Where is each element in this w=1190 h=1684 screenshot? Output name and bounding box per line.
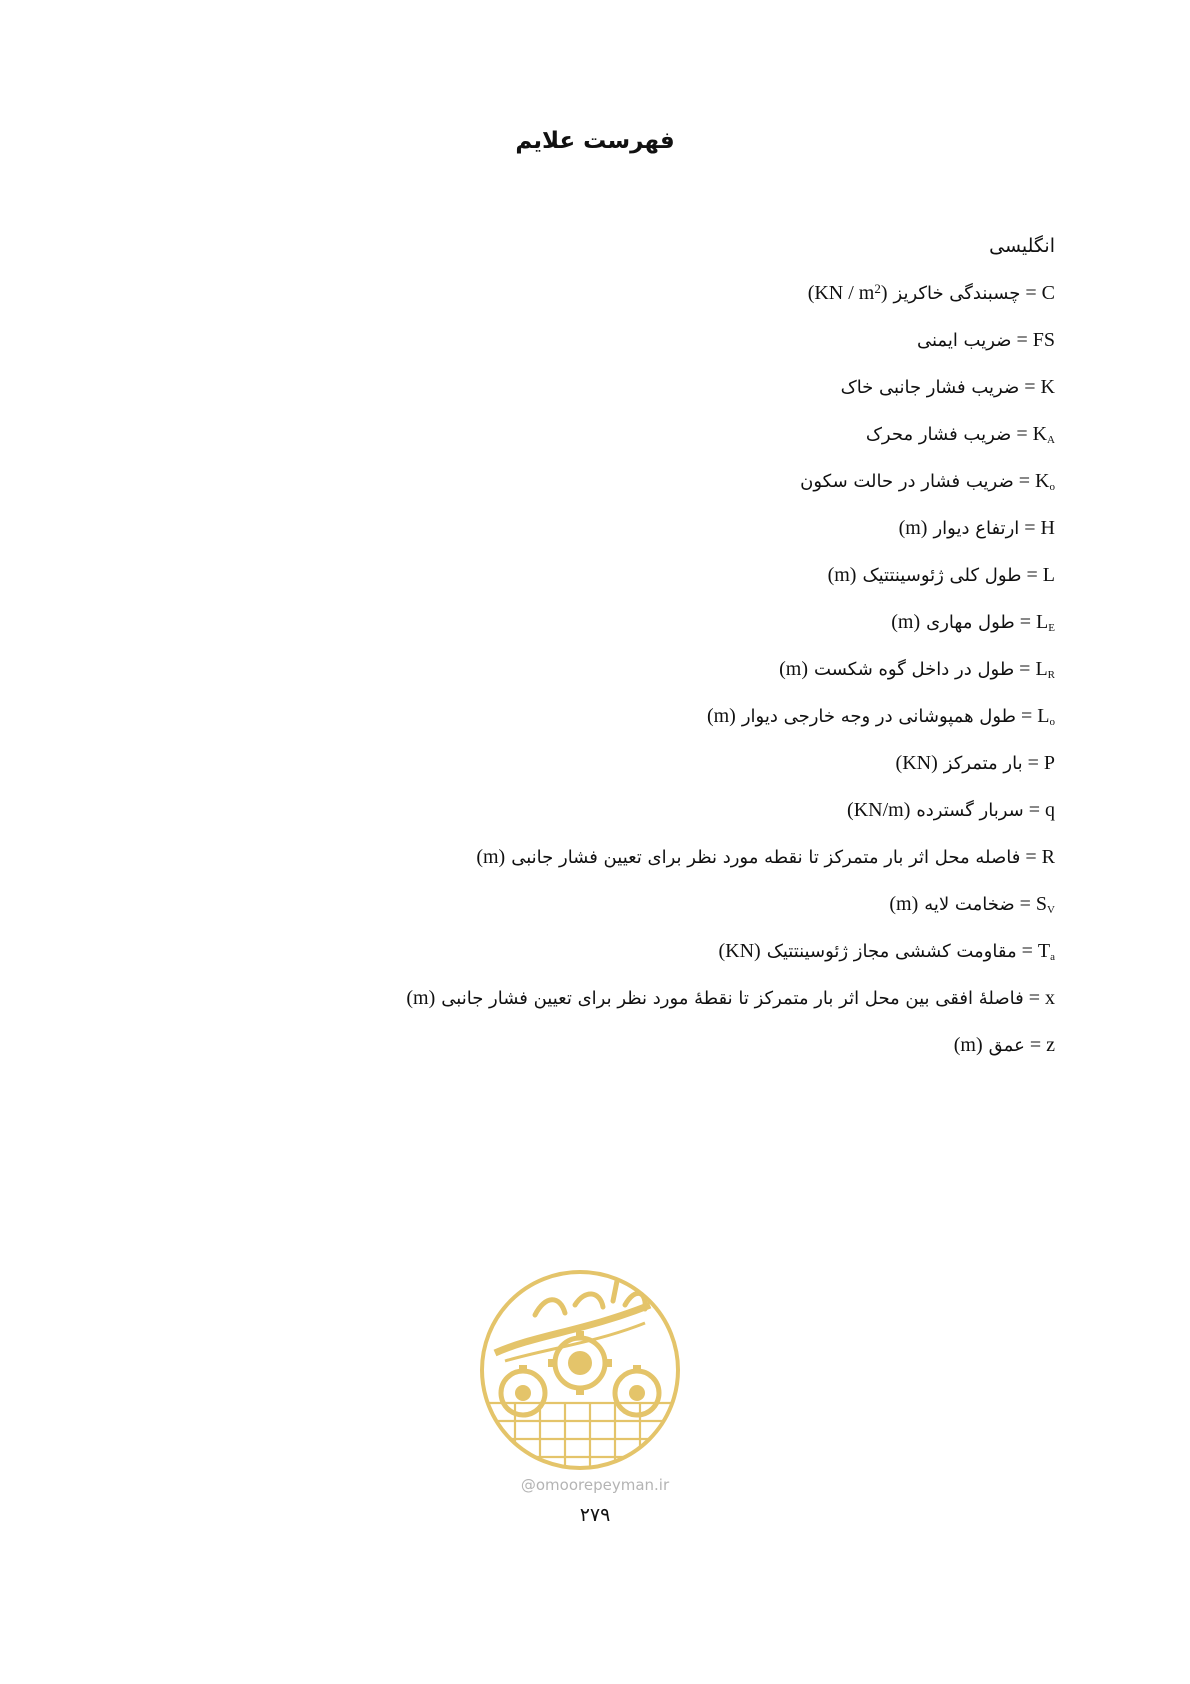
symbol-letter xyxy=(1045,792,1055,828)
symbol-letter xyxy=(1043,557,1055,593)
equals-sign: = xyxy=(1019,893,1031,915)
page-number: ۲۷۹ xyxy=(579,1504,611,1526)
unit-exponent: 2 xyxy=(874,281,881,296)
symbol-entry xyxy=(295,792,1055,828)
symbol-description: طول در داخل گوه شکست xyxy=(814,659,1015,680)
symbol-letter xyxy=(1044,745,1055,781)
symbol-subscript: o xyxy=(1049,716,1055,728)
symbol-unit xyxy=(896,745,944,781)
symbol-entry xyxy=(295,275,1055,311)
symbol-entry xyxy=(295,745,1055,781)
symbol-unit xyxy=(406,980,441,1016)
symbol-unit xyxy=(719,933,767,969)
equals-sign: = xyxy=(1018,470,1031,492)
unit-text: (m) xyxy=(891,611,921,633)
symbol-base: L xyxy=(1035,658,1048,680)
equals-sign: = xyxy=(1019,658,1031,680)
symbol-description: مقاومت کششی مجاز ژئوسینتتیک xyxy=(766,941,1017,962)
symbol-letter xyxy=(1033,322,1055,358)
symbol-description: چسبندگی خاکریز xyxy=(893,283,1021,304)
symbol-subscript: A xyxy=(1047,434,1055,446)
unit-text: (m) xyxy=(476,846,506,868)
equals-sign: = xyxy=(1021,940,1033,962)
symbol-description: ارتفاع دیوار xyxy=(933,518,1020,539)
symbol-description: طول همپوشانی در وجه خارجی دیوار xyxy=(741,706,1016,727)
symbol-unit xyxy=(891,604,926,640)
symbol-subscript: E xyxy=(1048,622,1055,634)
symbol-description: عمق xyxy=(988,1035,1025,1056)
watermark-site-text: @omoorepeyman.ir xyxy=(520,1476,670,1494)
symbol-letter xyxy=(1042,839,1055,875)
symbol-entry xyxy=(295,698,1055,734)
symbol-letter xyxy=(1045,980,1055,1016)
symbol-subscript: a xyxy=(1050,951,1055,963)
unit-text: (KN) xyxy=(895,752,938,774)
symbol-subscript: o xyxy=(1049,481,1055,493)
symbol-subscript: R xyxy=(1047,669,1055,681)
symbol-base: FS xyxy=(1032,329,1055,351)
symbol-entry xyxy=(295,510,1055,546)
symbol-unit xyxy=(779,651,814,687)
symbol-entry xyxy=(295,604,1055,640)
symbol-subscript: V xyxy=(1047,904,1055,916)
symbol-base: C xyxy=(1041,282,1055,304)
equals-sign: = xyxy=(1024,376,1036,398)
unit-text: (KN / m xyxy=(807,282,875,304)
equals-sign: = xyxy=(1016,423,1028,445)
symbol-description: سربار گسترده xyxy=(916,800,1024,821)
symbol-entry xyxy=(295,369,1055,405)
symbol-entry xyxy=(295,557,1055,593)
equals-sign: = xyxy=(1027,752,1039,774)
equals-sign: = xyxy=(1028,987,1040,1009)
symbol-letter xyxy=(1035,463,1055,502)
symbol-base: K xyxy=(1035,470,1050,492)
symbol-letter xyxy=(1033,416,1055,455)
symbol-description: ضریب فشار محرک xyxy=(865,424,1012,445)
symbol-base: S xyxy=(1035,893,1048,915)
symbol-unit xyxy=(954,1027,989,1063)
symbol-entry xyxy=(295,416,1055,452)
symbol-description: ضریب فشار جانبی خاک xyxy=(840,377,1020,398)
symbol-description: ضریب ایمنی xyxy=(916,330,1012,351)
symbol-letter xyxy=(1036,886,1055,925)
watermark-logo xyxy=(475,1265,685,1475)
symbol-base: L xyxy=(1042,564,1055,586)
symbol-base: H xyxy=(1040,517,1055,539)
unit-text: (m) xyxy=(406,987,436,1009)
symbol-description: طول مهاری xyxy=(926,612,1015,633)
unit-text: (m) xyxy=(889,893,919,915)
page-title: فهرست علایم xyxy=(515,128,675,154)
equals-sign: = xyxy=(1025,846,1037,868)
symbol-entry xyxy=(295,980,1055,1016)
equals-sign: = xyxy=(1025,282,1037,304)
symbol-unit xyxy=(707,698,742,734)
symbol-unit xyxy=(899,510,934,546)
symbol-unit xyxy=(828,557,863,593)
symbol-entry xyxy=(295,463,1055,499)
symbol-letter xyxy=(1041,510,1055,546)
unit-text: (m) xyxy=(706,705,736,727)
symbol-entry xyxy=(295,322,1055,358)
equals-sign: = xyxy=(1016,329,1028,351)
symbol-unit xyxy=(808,275,894,311)
symbol-letter xyxy=(1036,604,1055,643)
symbol-base: T xyxy=(1037,940,1051,962)
symbol-base: K xyxy=(1040,376,1055,398)
equals-sign: = xyxy=(1029,1034,1042,1056)
equals-sign: = xyxy=(1021,705,1033,727)
section-label: انگلیسی xyxy=(989,235,1055,257)
symbol-entry xyxy=(295,651,1055,687)
symbol-letter xyxy=(1038,933,1055,972)
symbol-base: R xyxy=(1041,846,1055,868)
symbol-base: q xyxy=(1045,799,1055,821)
symbol-unit xyxy=(476,839,511,875)
unit-text: (m) xyxy=(953,1034,983,1056)
symbol-description: فاصلهٔ افقی بین محل اثر بار متمرکز تا نقطهٔ مورد نظر برای تعیین فشار جانبی xyxy=(441,988,1024,1009)
equals-sign: = xyxy=(1019,611,1032,633)
symbol-letter xyxy=(1037,698,1055,737)
symbol-list xyxy=(295,228,1055,1074)
symbol-base: L xyxy=(1037,705,1050,727)
symbol-entry xyxy=(295,839,1055,875)
equals-sign: = xyxy=(1024,517,1036,539)
unit-close: ) xyxy=(880,282,888,304)
symbol-base: K xyxy=(1032,423,1048,445)
symbol-letter xyxy=(1042,275,1055,311)
logo-emblem-icon xyxy=(475,1265,685,1475)
symbol-base: L xyxy=(1036,611,1049,633)
symbol-entry xyxy=(295,933,1055,969)
symbol-base: P xyxy=(1043,752,1055,774)
symbol-description: بار متمرکز xyxy=(943,753,1023,774)
symbol-description: طول کلی ژئوسینتتیک xyxy=(862,565,1022,586)
symbol-letter xyxy=(1041,369,1055,405)
symbol-entry xyxy=(295,886,1055,922)
unit-text: (m) xyxy=(779,658,809,680)
symbol-description: ضخامت لایه xyxy=(924,894,1015,915)
unit-text: (KN/m) xyxy=(847,799,911,821)
symbol-base: z xyxy=(1046,1034,1055,1056)
unit-text: (m) xyxy=(827,564,857,586)
equals-sign: = xyxy=(1028,799,1040,821)
symbol-base: x xyxy=(1045,987,1055,1009)
symbol-unit xyxy=(847,792,916,828)
symbol-entry xyxy=(295,1027,1055,1063)
unit-text: (m) xyxy=(898,517,928,539)
symbol-letter xyxy=(1035,651,1055,690)
symbol-description: فاصله محل اثر بار متمرکز تا نقطه مورد نظر برای تعیین فشار جانبی xyxy=(511,847,1021,868)
symbol-description: ضریب فشار در حالت سکون xyxy=(800,471,1014,492)
equals-sign: = xyxy=(1026,564,1038,586)
unit-text: (KN) xyxy=(718,940,761,962)
symbol-unit xyxy=(889,886,924,922)
symbol-letter xyxy=(1046,1027,1055,1063)
